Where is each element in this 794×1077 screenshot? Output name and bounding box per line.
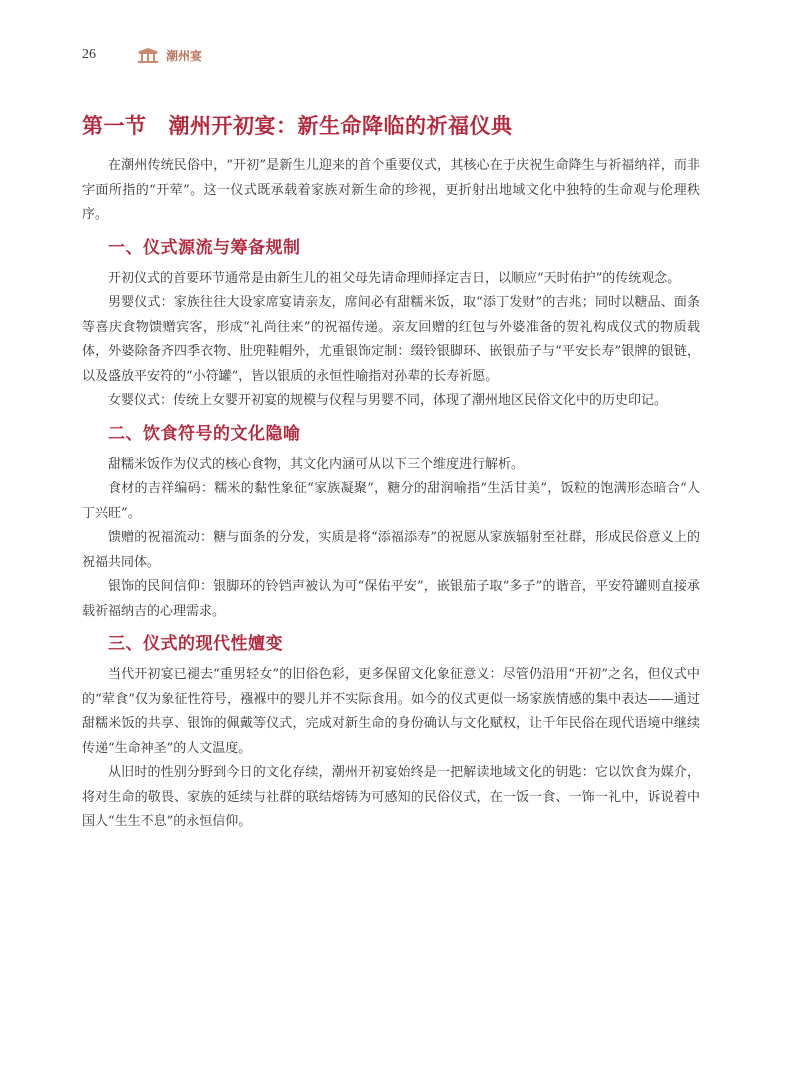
paragraph: 食材的吉祥编码：糯米的黏性象征“家族凝聚”，糖分的甜润喻指“生活甘美”，饭粒的饱满形态暗合“人丁兴旺”。 bbox=[82, 481, 700, 521]
paragraph: 银饰的民间信仰：银脚环的铃铛声被认为可“保佑平安”，嵌银茄子取“多子”的谐音，平安符罐则直接承载祈福纳吉的心理需求。 bbox=[82, 579, 700, 619]
subheading-modern-changes: 三、仪式的现代性嬗变 bbox=[108, 634, 283, 654]
book-logo bbox=[136, 47, 202, 64]
paragraph: 女婴仪式：传统上女婴开初宴的规模与仪程与男婴不同，体现了潮州地区民俗文化中的历史印记。 bbox=[108, 393, 668, 408]
paragraph: 馈赠的祝福流动：糖与面条的分发，实质是将“添福添寿”的祝愿从家族辐射至社群，形成民俗意义上的祝福共同体。 bbox=[82, 530, 700, 570]
section-number: 第一节 bbox=[82, 113, 147, 138]
paragraph: 当代开初宴已褪去“重男轻女”的旧俗色彩，更多保留文化象征意义：尽管仍沿用“开初”之名，但仪式中的“荤食”仅为象征性符号，襁褓中的婴儿并不实际食用。如今的仪式更似一场家族情感的集中表达——通过甜糯米饭的共享、银饰的佩戴等仪式，完成对新生命的身份确认与文化赋权，让千年民俗在现代语境中继续传递“生命神圣”的人文温度。 bbox=[82, 667, 700, 756]
section-title-text: 潮州开初宴：新生命降临的祈福仪典 bbox=[168, 113, 513, 138]
paragraph: 从旧时的性别分野到今日的文化存续，潮州开初宴始终是一把解读地域文化的钥匙：它以饮食为媒介，将对生命的敬畏、家族的延续与社群的联结熔铸为可感知的民俗仪式，在一饭一食、一饰一礼中，诉说着中国人“生生不息”的永恒信仰。 bbox=[82, 765, 700, 829]
paragraph: 甜糯米饭作为仪式的核心食物，其文化内涵可从以下三个维度进行解析。 bbox=[108, 456, 525, 472]
intro-paragraph: 在潮州传统民俗中，“开初”是新生儿迎来的首个重要仪式，其核心在于庆祝生命降生与祈福纳祥，而非字面所指的“开荤”。这一仪式既承载着家族对新生命的珍视，更折射出地域文化中独特的生命观与伦理秩序。 bbox=[82, 158, 700, 222]
subheading-origins: 一、仪式源流与筹备规制 bbox=[108, 237, 301, 258]
subheading-food-symbols: 二、饮食符号的文化隐喻 bbox=[108, 423, 301, 444]
body-text bbox=[82, 154, 700, 835]
running-header bbox=[82, 44, 202, 66]
book-title: 潮州宴 bbox=[166, 48, 203, 63]
pavilion-icon bbox=[136, 47, 160, 63]
paragraph: 男婴仪式：家族往往大设家席宴请亲友，席间必有甜糯米饭，取“添丁发财”的吉兆；同时以糖品、面条等喜庆食物馈赠宾客，形成“礼尚往来”的祝福传递。亲友回赠的红包与外婆准备的贺礼构成仪式的物质载体，外婆除备齐四季衣物、肚兜鞋帽外，尤重银饰定制：缀铃银脚环、嵌银茄子与“平安长寿”银牌的银链，以及盛放平安符的“小符罐”，皆以银质的永恒性喻指对孙辈的长寿祈愿。 bbox=[82, 295, 700, 384]
page-number: 26 bbox=[82, 47, 96, 62]
paragraph: 开初仪式的首要环节通常是由新生儿的祖父母先请命理师择定吉日，以顺应“天时佑护”的传统观念。 bbox=[108, 270, 681, 286]
section-title bbox=[82, 110, 722, 140]
